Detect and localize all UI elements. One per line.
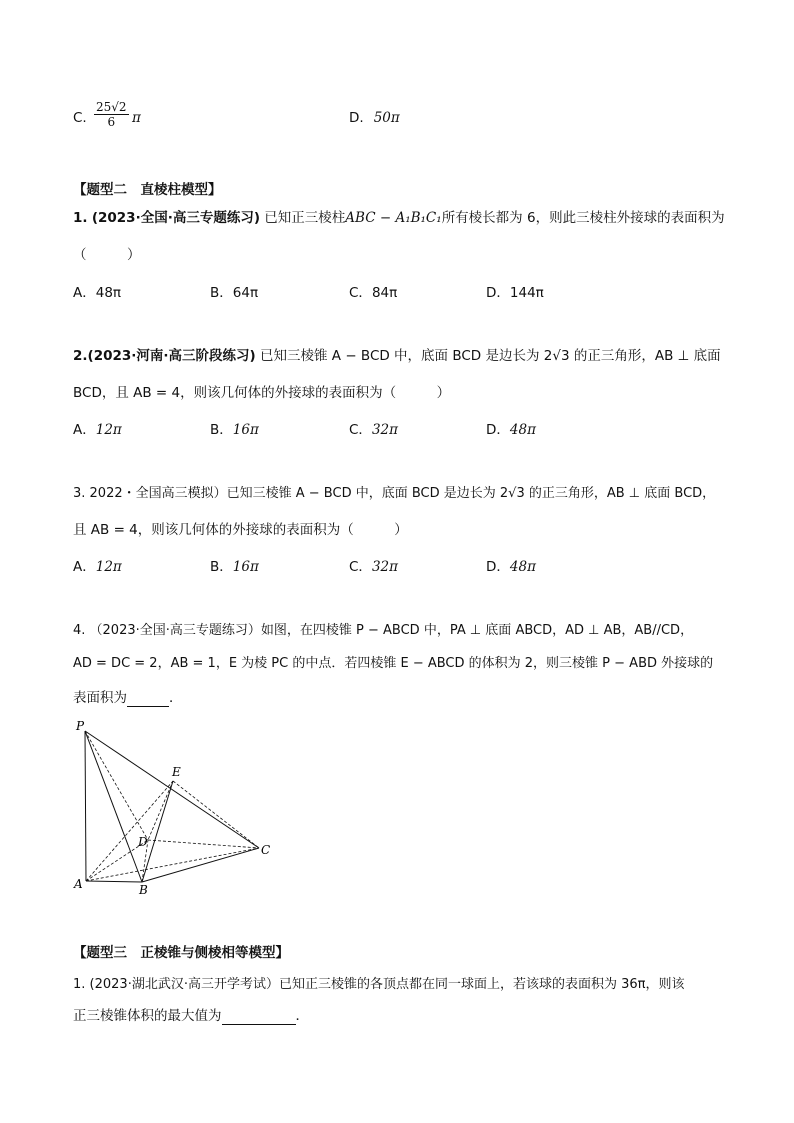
answer-blank	[222, 1010, 296, 1025]
question-number: 2.	[73, 348, 88, 364]
option-label: A．	[73, 285, 96, 301]
option-text: 64π	[232, 285, 259, 301]
label-E: E	[172, 765, 181, 779]
question-3-line1: 3. 2022・全国高三模拟）已知三棱锥 A − BCD 中，底面 BCD 是边长为 2√3 的正三角形，AB ⊥ 底面 BCD，	[73, 486, 716, 501]
edge-BC	[142, 848, 259, 882]
question-text: 正三棱锥体积的最大值为	[73, 1008, 222, 1024]
option-text: 32π	[371, 422, 398, 438]
question-2-line1	[73, 347, 721, 365]
option-label: C．	[349, 285, 372, 301]
fraction-numerator: 25√2	[96, 100, 127, 114]
question-1-stem	[73, 209, 725, 227]
question-3-line2: 且 AB = 4，则该几何体的外接球的表面积为（ ）	[73, 522, 408, 538]
fraction	[94, 100, 129, 129]
option-d	[486, 421, 536, 439]
label-A: A	[74, 877, 83, 891]
question-math: ABC − A₁B₁C₁	[345, 210, 442, 226]
option-text: 84π	[371, 285, 398, 301]
label-C: C	[261, 843, 271, 857]
answer-blank	[127, 692, 169, 707]
edge-DC	[148, 840, 259, 848]
option-label: D.	[349, 110, 364, 126]
option-c	[349, 558, 398, 576]
option-text: 16π	[232, 422, 259, 438]
edge-PB	[85, 731, 142, 882]
edge-ED	[148, 781, 173, 840]
edge-AC	[86, 848, 259, 881]
edge-PA	[85, 731, 86, 881]
option-label: D．	[486, 559, 510, 575]
question-2-line2: BCD，且 AB = 4，则该几何体的外接球的表面积为（ ）	[73, 385, 451, 401]
question-4-line3	[73, 689, 183, 707]
option-label: B．	[210, 285, 233, 301]
label-P: P	[76, 719, 85, 733]
question-text: ．	[295, 1008, 309, 1024]
section-title: 【题型二 直棱柱模型】	[73, 182, 222, 198]
fraction-denominator: 6	[107, 115, 116, 129]
question-source: (2023·全国·高三专题练习)	[91, 210, 260, 226]
label-D: D	[138, 835, 148, 849]
pi-symbol: π	[132, 110, 141, 126]
option-label: B．	[210, 422, 233, 438]
pyramid-figure	[70, 718, 280, 898]
option-b	[210, 421, 259, 439]
option-text: 32π	[371, 559, 398, 575]
option-a	[73, 558, 122, 576]
option-a	[73, 284, 121, 302]
question-number: 1.	[73, 210, 88, 226]
option-a	[73, 421, 122, 439]
option-b	[210, 284, 258, 302]
edge-AB	[86, 881, 142, 882]
edge-PD	[85, 731, 148, 840]
option-label: C．	[349, 559, 372, 575]
question-text: 表面积为	[73, 690, 127, 706]
option-text: 50π	[373, 110, 400, 126]
question-source: (2023·河南·高三阶段练习)	[87, 348, 256, 364]
question-text: ．	[169, 690, 183, 706]
question-1-line1: 1. (2023·湖北武汉·高三开学考试）已知正三棱锥的各顶点都在同一球面上，若该球的表面积为 36π，则该	[73, 977, 685, 992]
option-b	[210, 558, 259, 576]
edge-PC	[85, 731, 259, 848]
option-text: 48π	[509, 422, 536, 438]
question-4-line2: AD = DC = 2，AB = 1，E 为棱 PC 的中点．若四棱锥 E − ABCD 的体积为 2，则三棱锥 P − ABD 外接球的	[73, 656, 714, 671]
label-B: B	[139, 883, 148, 897]
option-label: C．	[349, 422, 372, 438]
option-d	[486, 558, 536, 576]
answer-paren: （ ）	[73, 247, 141, 263]
option-label: D．	[486, 422, 510, 438]
option-text: 48π	[509, 559, 536, 575]
option-label: A．	[73, 422, 96, 438]
option-label: C.	[73, 110, 87, 126]
option-text: 48π	[95, 285, 122, 301]
option-text: 16π	[232, 559, 259, 575]
option-d	[349, 109, 400, 127]
section-title: 【题型三 正棱锥与侧棱相等模型】	[73, 945, 289, 961]
option-label: B．	[210, 559, 233, 575]
option-text: 12π	[95, 559, 122, 575]
option-text: 12π	[95, 422, 122, 438]
option-c	[349, 284, 397, 302]
option-label: A．	[73, 559, 96, 575]
question-text: 已知正三棱柱	[264, 210, 346, 226]
option-text: 144π	[509, 285, 544, 301]
option-d	[486, 284, 544, 302]
edge-AE	[86, 781, 173, 881]
option-c	[349, 421, 398, 439]
edge-EB	[142, 781, 173, 882]
option-c	[73, 109, 87, 127]
question-text: 所有棱长都为 6，则此三棱柱外接球的表面积为	[441, 210, 725, 226]
question-4-line1: 4. （2023·全国·高三专题练习）如图，在四棱锥 P − ABCD 中，PA ⊥ 底面 ABCD，AD ⊥ AB，AB//CD，	[73, 623, 694, 638]
edge-EC	[173, 781, 259, 848]
question-1-line2	[73, 1007, 309, 1025]
question-text: 已知三棱锥 A − BCD 中，底面 BCD 是边长为 2√3 的正三角形，AB ⊥ 底面	[260, 348, 721, 364]
option-label: D．	[486, 285, 510, 301]
